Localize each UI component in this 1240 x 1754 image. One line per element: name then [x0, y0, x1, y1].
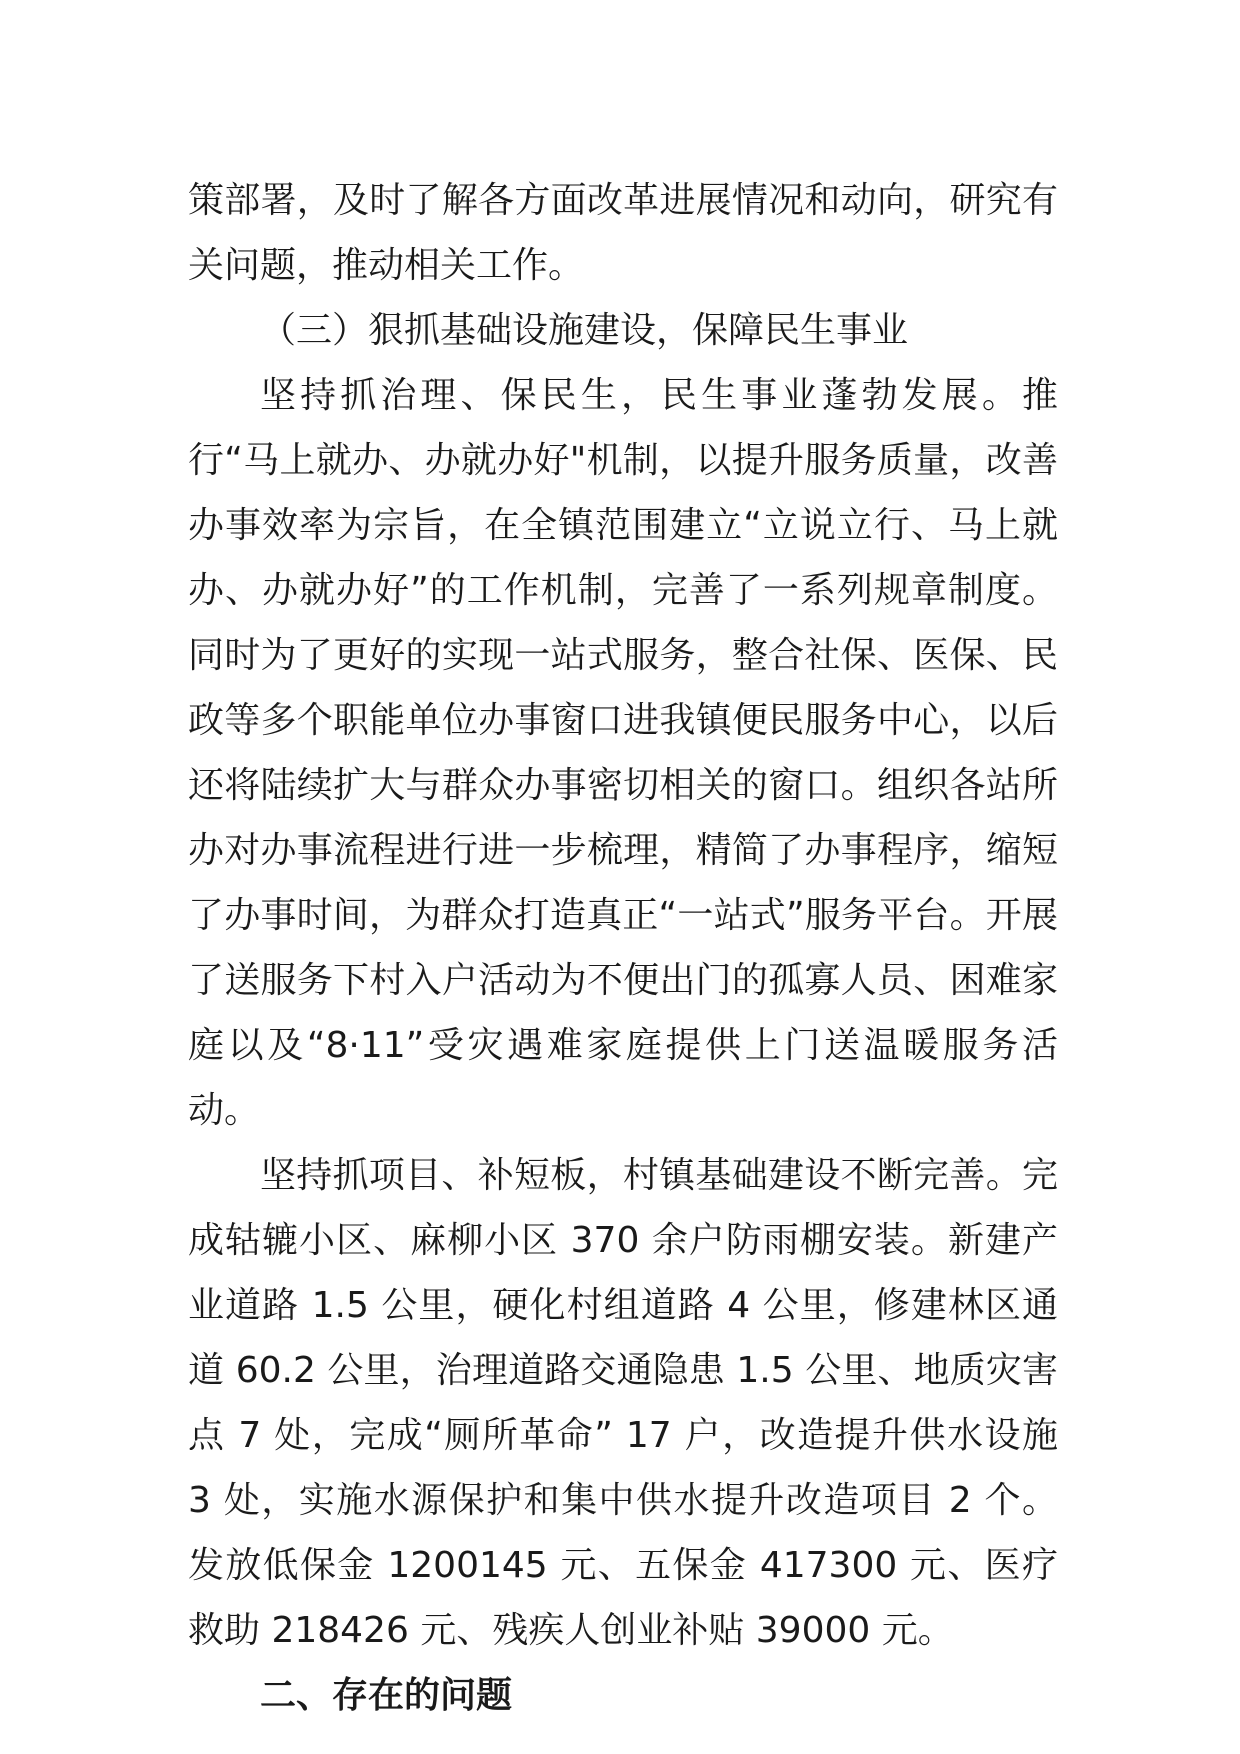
body-paragraph-infrastructure: 坚持抓项目、补短板，村镇基础建设不断完善。完成轱辘小区、麻柳小区 370 余户防雨棚安装。新建产业道路 1.5 公里，硬化村组道路 4 公里，修建林区通道 60.2 公里，治理道路交通隐患 1.5 公里、地质灾害点 7 处，完成“厕所革命” 17 户，改造提升供水设施 3 处，实施水源保护和集中供水提升改造项目 2 个。发放低保金 1200145 元、五保金 417300 元、医疗救助 218426 元、残疾人创业补贴 39000 元。	[188, 1155, 1058, 1651]
section-heading: 二、存在的问题	[260, 1675, 513, 1716]
section-subheading: （三）狠抓基础设施建设，保障民生事业	[260, 310, 909, 351]
body-paragraph-livelihood: 坚持抓治理、保民生，民生事业蓬勃发展。推行“马上就办、办就办好"机制，以提升服务质量，改善办事效率为宗旨，在全镇范围建立“立说立行、马上就办、办就办好”的工作机制，完善了一系列规章制度。同时为了更好的实现一站式服务，整合社保、医保、民政等多个职能单位办事窗口进我镇便民服务中心，以后还将陆续扩大与群众办事密切相关的窗口。组织各站所办对办事流程进行进一步梳理，精简了办事程序，缩短了办事时间，为群众打造真正“一站式”服务平台。开展了送服务下村入户活动为不便出门的孤寡人员、困难家庭以及“8·11”受灾遇难家庭提供上门送温暖服务活动。	[188, 375, 1058, 1131]
continuation-paragraph: 策部署，及时了解各方面改革进展情况和动向，研究有关问题，推动相关工作。	[188, 180, 1058, 286]
document-body	[188, 168, 1058, 1728]
